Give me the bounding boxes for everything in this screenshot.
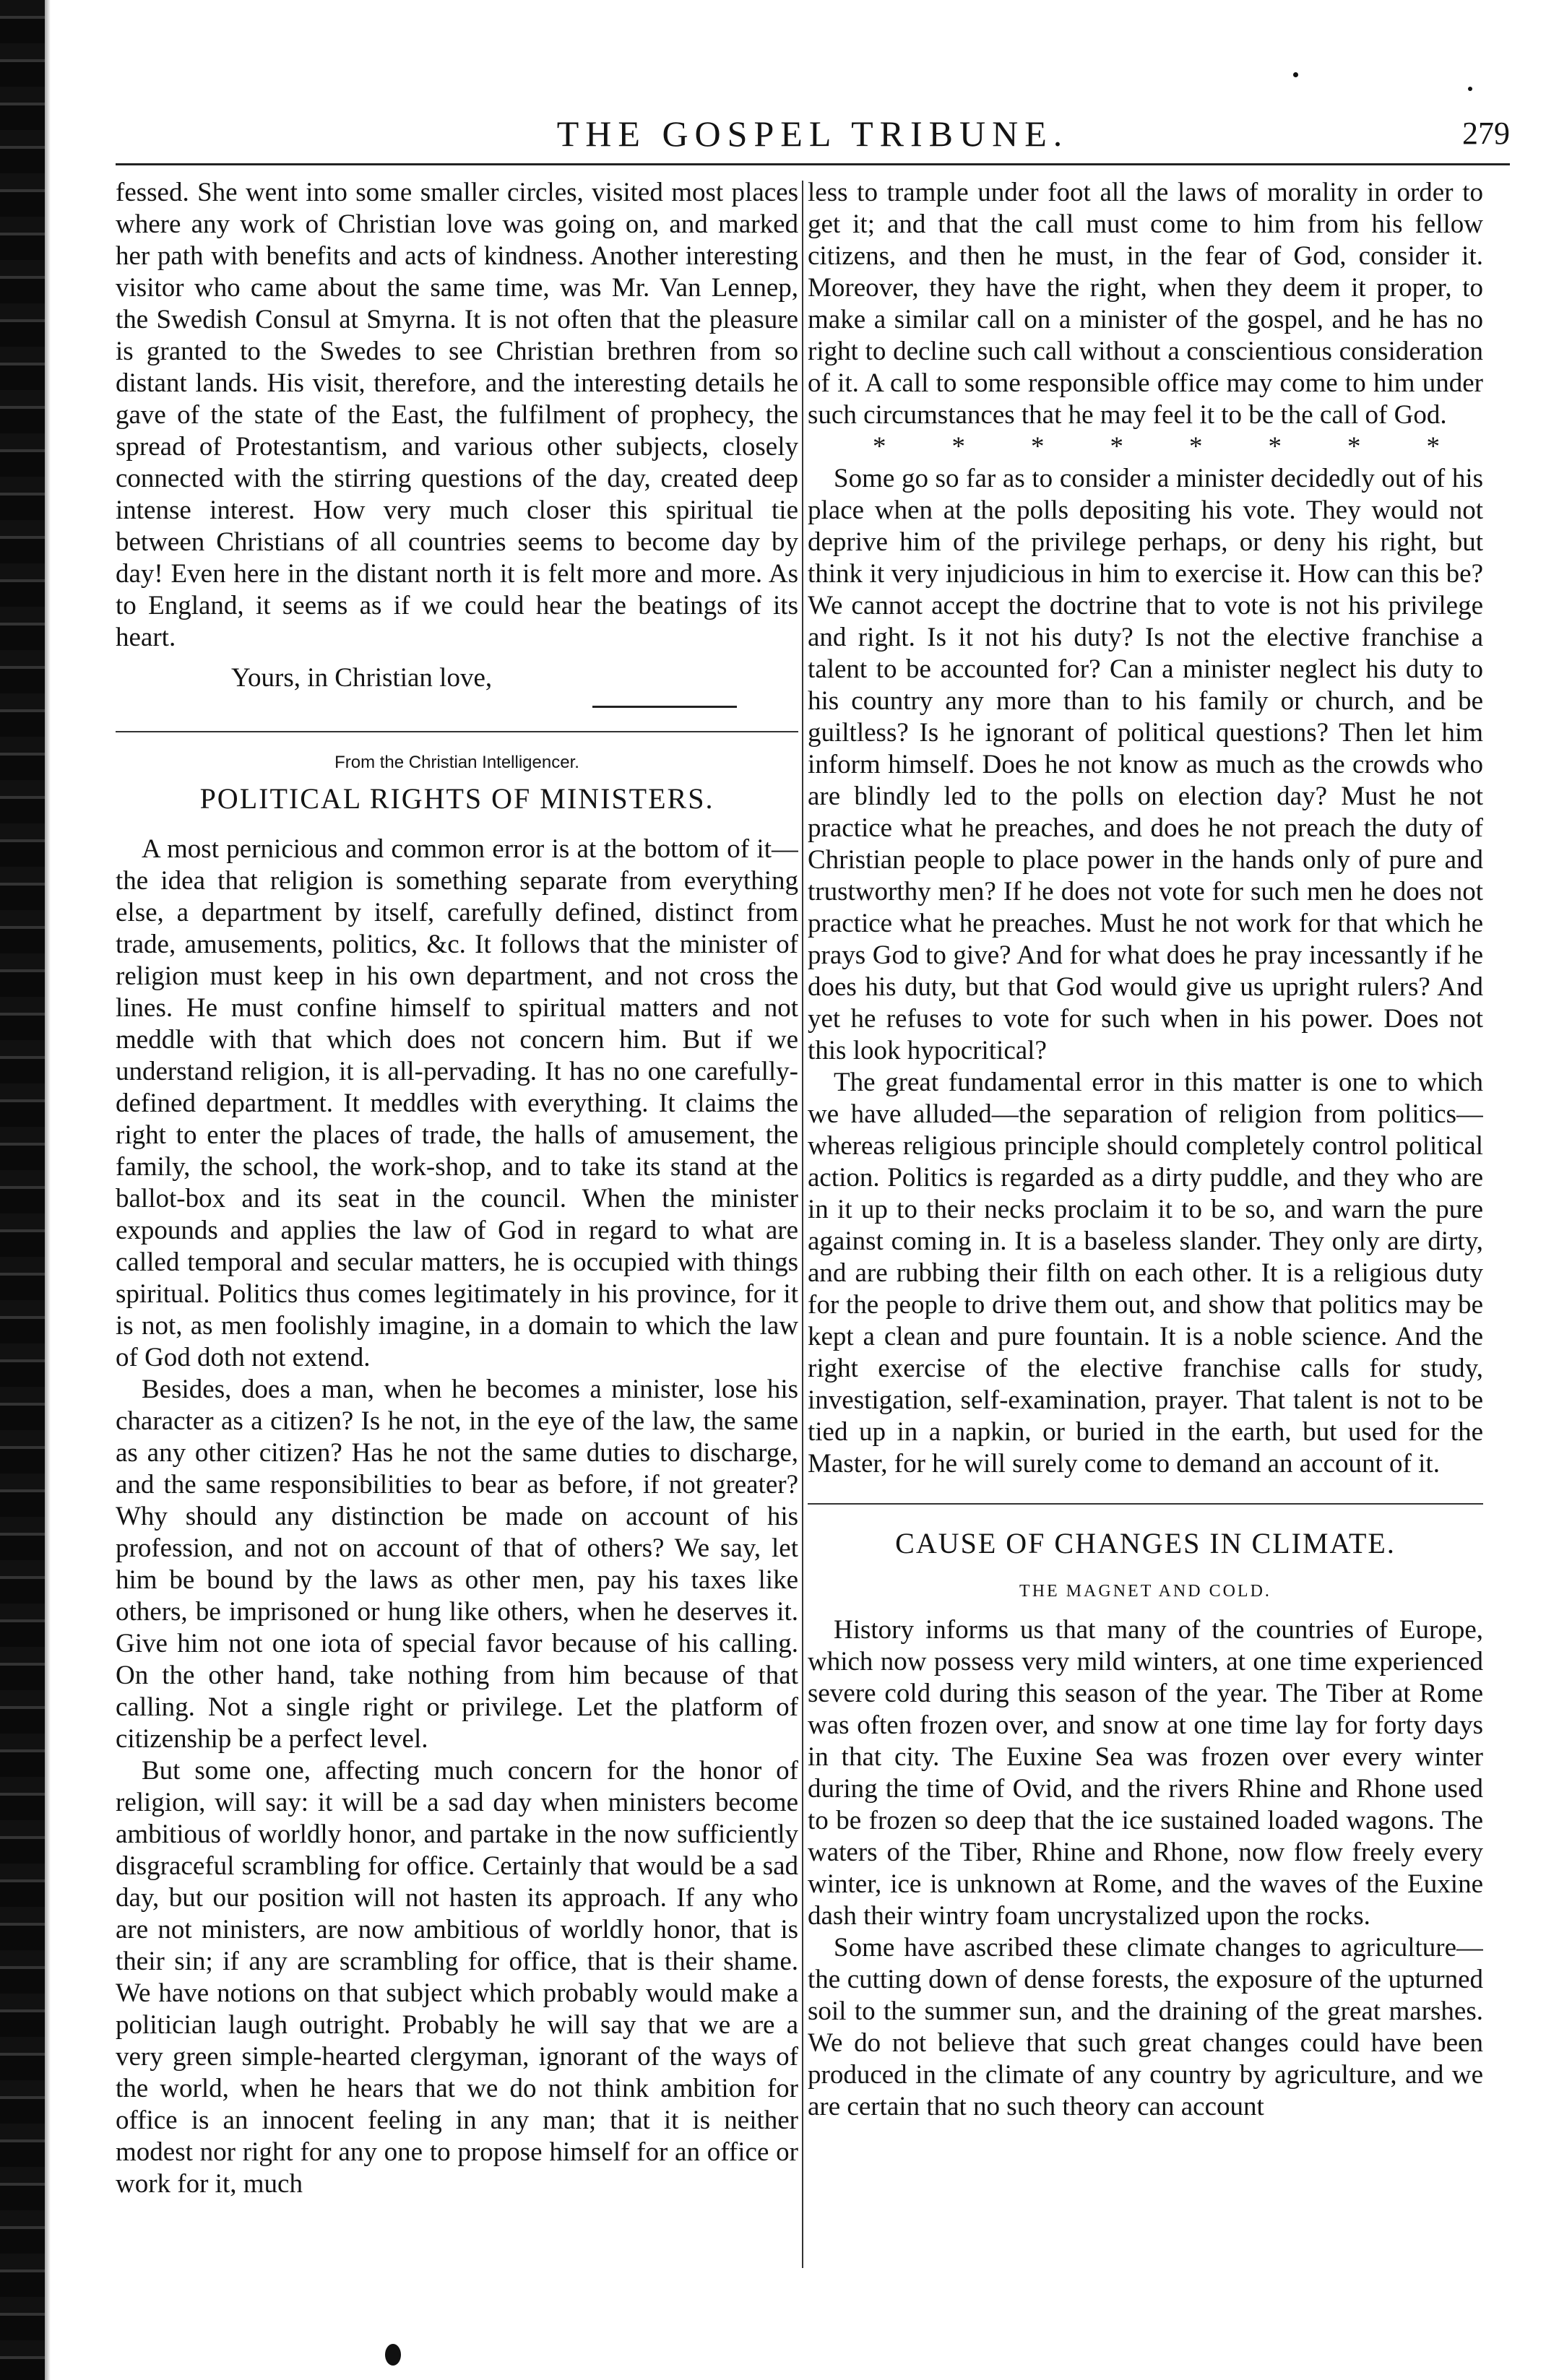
header-rule xyxy=(116,163,1510,165)
page-binding-edge xyxy=(0,0,45,2380)
page-header xyxy=(116,108,1510,159)
article-paragraph: Some go so far as to consider a minister decidedly out of his place when at the polls depositing his vote. They would not deprive him of the privilege perhaps, or deny his right, but think it very injudicious in him to exercise it. How can this be? We cannot accept the doctrine that to vote is not his privilege and right. Is it not his duty? Is not the elective franchise a talent to be accounted for? Can a minister neglect his duty to his country any more than to his family or church, and be guiltless? Is he ignorant of political questions? Then let him inform himself. Does he not know as much as the crowds who are blindly led to the polls on election day? Must he not practice what he preaches, and does he not preach the duty of Christian people to place power in the hands only of pure and trustworthy men? If he does not vote for such men he does not practice what he preaches. Must he not work for that which he prays God to give? And for what does he pray incessantly if he does his duty, but that God would give us upright rulers? And yet he refuses to vote for such when in his power. Does not this look hypocritical? xyxy=(808,464,1483,1065)
section-divider xyxy=(808,1503,1483,1505)
asterisk: * xyxy=(951,432,965,462)
article-title-climate: CAUSE OF CHANGES IN CLIMATE. xyxy=(895,1527,1396,1559)
asterisk: * xyxy=(1110,432,1123,462)
article-paragraph: But some one, affecting much concern for the honor of religion, will say: it will be a sad day when ministers become ambitious of worldly honor, and partake in the now sufficiently disgraceful scrambling for office. Certainly that would be a sad day, but our position will not hasten its approach. If any who are not ministers, are now ambitious of worldly honor, that is their sin; if any are scrambling for office, that is their shame. We have notions on that subject which probably would make a politician laugh outright. Probably he will say that we are a very green simple-hearted clergyman, ignorant of the ways of the world, when he hears that we do not think ambition for office is an innocent feeling in any man; that it is neither modest nor right for any one to propose himself for an office or work for it, much xyxy=(116,1756,798,2199)
section-divider xyxy=(116,731,798,732)
column-divider xyxy=(802,181,803,2268)
article-source: From the Christian Intelligencer. xyxy=(334,753,579,772)
print-speck xyxy=(1468,87,1472,91)
asterisk: * xyxy=(873,432,886,462)
article-paragraph: Some have ascribed these climate changes to agriculture—the cutting down of dense forests, the exposure of the upturned soil to the summer sun, and the draining of the great marshes. We do not believe that such great changes could have been produced in the climate of any country by agriculture, and we are certain that no such theory can account xyxy=(808,1933,1483,2121)
left-column xyxy=(116,177,798,2272)
article-paragraph: The great fundamental error in this matter is one to which we have alluded—the separation of religion from politics—whereas religious principle should completely control political action. Politics is regarded as a dirty puddle, and they who are in it up to their necks proclaim it to be so, and warn the pure against coming in. It is a baseless slander. They only are dirty, and are rubbing their filth on each other. It is a religious duty for the people to drive them out, and show that politics may be kept a clean and pure fountain. It is a noble science. And the right exercise of the elective franchise calls for study, investigation, self-examination, prayer. That talent is not to be tied up in a napkin, or buried in the earth, but used for the Master, for he will surely come to demand an account of it. xyxy=(808,1068,1483,1479)
article-subtitle: THE MAGNET AND COLD. xyxy=(1019,1582,1271,1601)
ink-blot xyxy=(385,2344,401,2366)
article-paragraph: Besides, does a man, when he becomes a minister, lose his character as a citizen? Is he not, in the eye of the law, the same as any other citizen? Has he not the same duties to discharge, and the same responsibilities to bear as before, if not greater? Why should any distinction be made on account of his profession, and not on account of that of others? We say, let him be bound by the laws as other men, pay his taxes like others, be imprisoned or hung like others, when he deserves it. Give him not one iota of special favor because of his calling. On the other hand, take nothing from him because of that calling. Not a single right or privilege. Let the platform of citizenship be a perfect level. xyxy=(116,1375,798,1754)
running-head-title: THE GOSPEL TRIBUNE. xyxy=(556,113,1069,154)
page-number: 279 xyxy=(1462,116,1510,151)
article-paragraph: A most pernicious and common error is at the bottom of it—the idea that religion is something separate from everything else, a department by itself, carefully defined, distinct from trade, amusements, politics, &c. It follows that the minister of religion must keep in his own department, and not cross the lines. He must confine himself to spiritual matters and not meddle with that which does not concern him. But if we understand religion, it is all-pervading. It has no one carefully-defined department. It meddles with everything. It claims the right to enter the places of trade, the halls of amusement, the family, the school, the work-shop, and to take its stand at the ballot-box and its seat in the council. When the minister expounds and applies the law of God in regard to what are called temporal and secular matters, he is occupied with things spiritual. Politics thus comes legitimately in his province, for it is not, as men foolishly imagine, in a domain to which the law of God doth not extend. xyxy=(116,834,798,1372)
signature-rule xyxy=(592,706,737,708)
print-speck xyxy=(1293,72,1298,77)
continued-letter-paragraph: fessed. She went into some smaller circles, visited most places where any work of Christian love was going on, and marked her path with benefits and acts of kindness. Another interesting visitor who came about the same time, was Mr. Van Lennep, the Swedish Consul at Smyrna. It is not often that the pleasure is granted to the Swedes to see Christian brethren from so distant lands. His visit, therefore, and the interesting details he gave of the state of the East, the fulfilment of prophecy, the spread of Protestantism, and various other subjects, closely connected with the stirring questions of the day, created deep intense interest. How very much closer this spiritual tie between Christians of all countries seems to become day by day! Even here in the distant north it is felt more and more. As to England, it seems as if we could hear the beatings of its heart. xyxy=(116,178,798,652)
asterisk: * xyxy=(1031,432,1045,462)
asterisk: * xyxy=(1268,432,1282,462)
asterisk-separator xyxy=(808,431,1483,463)
continued-article-paragraph: less to trample under foot all the laws of morality in order to get it; and that the call must come to him from his fellow citizens, and then he must, in the fear of God, consider it. Moreover, they have the right, when they deem it proper, to make a similar call on a minister of the gospel, and he has no right to decline such call without a conscientious consideration of it. A call to some responsible office may come to him under such circumstances that he may feel it to be the call of God. xyxy=(808,178,1483,430)
asterisk: * xyxy=(1426,432,1440,462)
asterisk: * xyxy=(1189,432,1203,462)
right-column xyxy=(808,177,1483,2272)
asterisk: * xyxy=(1347,432,1361,462)
article-title-political-rights: POLITICAL RIGHTS OF MINISTERS. xyxy=(199,782,714,815)
letter-signoff: Yours, in Christian love, xyxy=(231,663,493,693)
article-paragraph: History informs us that many of the countries of Europe, which now possess very mild winters, at one time experienced severe cold during this season of the year. The Tiber at Rome was often frozen over, and snow at one time lay for forty days in that city. The Euxine Sea was frozen over every winter during the time of Ovid, and the rivers Rhine and Rhone used to be frozen so deep that the ice sustained loaded wagons. The waters of the Tiber, Rhine and Rhone, now flow freely every winter, ice is unknown at Rome, and the waves of the Euxine dash their wintry foam uncrystalized upon the rocks. xyxy=(808,1615,1483,1931)
